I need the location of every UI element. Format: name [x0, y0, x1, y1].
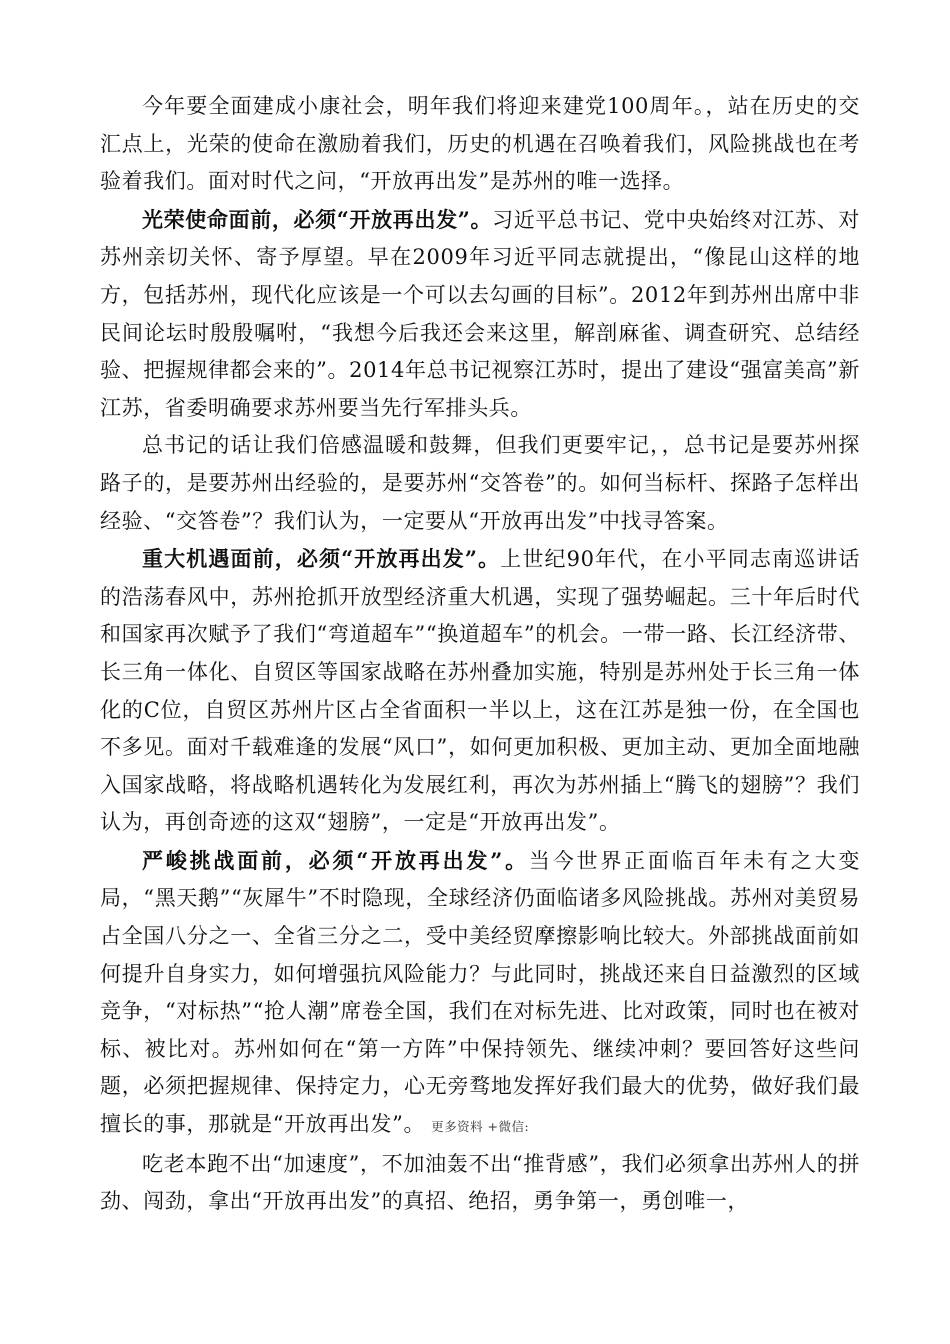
paragraph-body: 习近平总书记、党中央始终对江苏、对苏州亲切关怀、寄予厚望。早在2009年习近平同志就提出，“像昆山这样的地方，包括苏州，现代化应该是一个可以去勾画的目标”。2012年到苏州出席中非民间论坛时殷殷嘱咐，“我想今后我还会来这里，解剖麻雀、调查研究、总结经验、把握规律都会来的”。2014年总书记视察江苏时，提出了建设“强富美高”新江苏，省委明确要求苏州要当先行军排头兵。 [100, 207, 861, 420]
paragraph-body: 吃老本跑不出“加速度”，不加油轰不出“推背感”，我们必须拿出苏州人的拼劲、闯劲，拿出“开放再出发”的真招、绝招，勇争第一，勇创唯一， [100, 1151, 860, 1214]
paragraph-conclusion [100, 1146, 860, 1221]
paragraph-heading: 重大机遇面前，必须“开放再出发”。 [142, 546, 501, 572]
paragraph-body: 总书记的话让我们倍感温暖和鼓舞，但我们更要牢记，，总书记是要苏州探路子的，是要苏州出经验的，是要苏州“交答卷”的。如何当标杆、探路子怎样出经验、“交答卷”？我们认为，一定要从“开放再出发”中找寻答案。 [100, 433, 860, 533]
more-info-note: 更多资料 +微信: [431, 1119, 530, 1135]
paragraph-intro [100, 88, 860, 201]
paragraph-glorious-mission [100, 201, 860, 428]
paragraph-major-opportunity [100, 540, 860, 842]
paragraph-heading: 严峻挑战面前，必须“开放再出发”。 [142, 847, 529, 873]
paragraph-body: 当今世界正面临百年未有之大变局，“黑天鹅”“灰犀牛”不时隐现，全球经济仍面临诸多风险挑战。苏州对美贸易占全国八分之一、全省三分之二，受中美经贸摩擦影响比较大。外部挑战面前如何提升自身实力，如何增强抗风险能力？与此同时，挑战还来自日益激烈的区域竞争，“对标热”“抢人潮”席卷全国，我们在对标先进、比对政策，同时也在被对标、被比对。苏州如何在“第一方阵”中保持领先、继续冲刺？要回答好这些问题，必须把握规律、保持定力，心无旁骛地发挥好我们最大的优势，做好我们最擅长的事，那就是“开放再出发”。 [100, 848, 860, 1137]
paragraph-general-secretary [100, 427, 860, 540]
paragraph-body: 今年要全面建成小康社会，明年我们将迎来建党100周年。，站在历史的交汇点上，光荣的使命在激励着我们，历史的机遇在召唤着我们，风险挑战也在考验着我们。面对时代之问，“开放再出发”是苏州的唯一选择。 [100, 94, 860, 194]
paragraph-severe-challenge [100, 842, 860, 1146]
paragraph-body: 上世纪90年代，在小平同志南巡讲话的浩荡春风中，苏州抢抓开放型经济重大机遇，实现了强势崛起。三十年后时代和国家再次赋予了我们“弯道超车”“换道超车”的机会。一带一路、长江经济带、长三角一体化、自贸区等国家战略在苏州叠加实施，特别是苏州处于长三角一体化的C位，自贸区苏州片区占全省面积一半以上，这在江苏是独一份，在全国也不多见。面对千载难逢的发展“风口”，如何更加积极、更加主动、更加全面地融入国家战略，将战略机遇转化为发展红利，再次为苏州插上“腾飞的翅膀”？我们认为，再创奇迹的这双“翅膀”，一定是“开放再出发”。 [100, 547, 861, 835]
document-body [100, 88, 860, 1221]
paragraph-heading: 光荣使命面前，必须“开放再出发”。 [142, 206, 493, 232]
